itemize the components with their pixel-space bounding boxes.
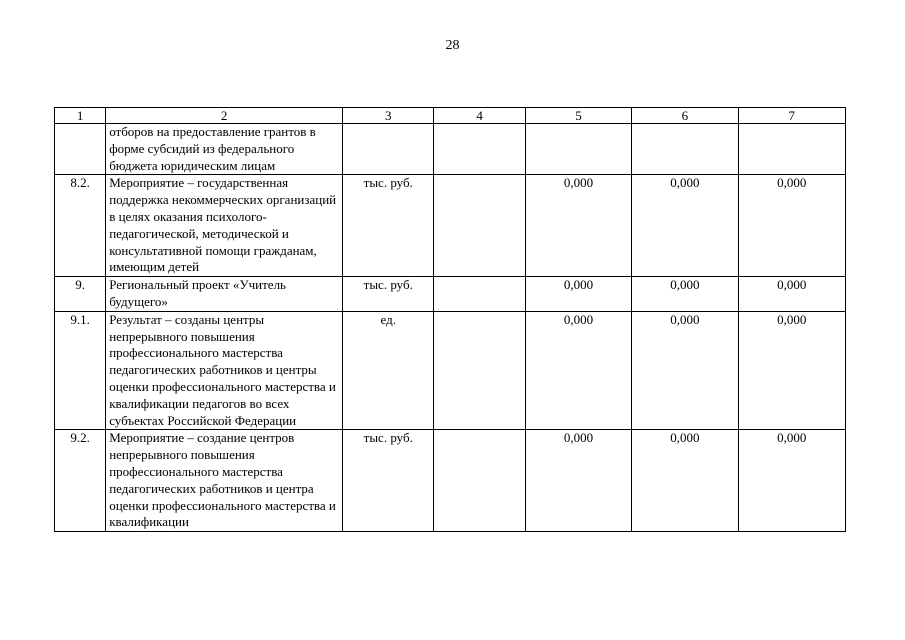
row-unit: ед. (343, 311, 434, 430)
row-value-col7: 0,000 (738, 175, 845, 277)
row-number: 9. (55, 277, 106, 312)
row-value-col5: 0,000 (525, 277, 631, 312)
row-value-col6: 0,000 (632, 311, 738, 430)
header-row (55, 108, 846, 124)
row-value-col5: 0,000 (525, 175, 631, 277)
row-unit: тыс. руб. (343, 277, 434, 312)
row-description: Мероприятие – создание центров непрерывного повышения профессионального мастерства педагогических работников и центра оценки профессионального мастерства и квалификации (106, 430, 343, 532)
row-value-col6: 0,000 (632, 430, 738, 532)
row-value-col5: 0,000 (525, 311, 631, 430)
row-value-col4 (434, 124, 525, 175)
row-value-col6: 0,000 (632, 175, 738, 277)
table-row (55, 311, 846, 430)
row-unit (343, 124, 434, 175)
page-number: 28 (445, 38, 460, 53)
row-number: 8.2. (55, 175, 106, 277)
row-number: 9.2. (55, 430, 106, 532)
row-description: Региональный проект «Учитель будущего» (106, 277, 343, 312)
row-value-col4 (434, 430, 525, 532)
row-value-col4 (434, 175, 525, 277)
column-header: 6 (632, 108, 738, 124)
row-number (55, 124, 106, 175)
row-description: Результат – созданы центры непрерывного повышения профессионального мастерства педагогических работников и центры оценки профессионального мастерства и квалификации педагогов во всех субъектах Российской Федерации (106, 311, 343, 430)
row-value-col6: 0,000 (632, 277, 738, 312)
row-value-col5 (525, 124, 631, 175)
row-value-col7: 0,000 (738, 430, 845, 532)
row-value-col4 (434, 311, 525, 430)
row-description: Мероприятие – государственная поддержка некоммерческих организаций в целях оказания психолого-педагогической, методической и консультативной помощи гражданам, имеющим детей (106, 175, 343, 277)
table-row (55, 430, 846, 532)
row-value-col6 (632, 124, 738, 175)
row-unit: тыс. руб. (343, 175, 434, 277)
row-number: 9.1. (55, 311, 106, 430)
table-row (55, 124, 846, 175)
row-value-col5: 0,000 (525, 430, 631, 532)
row-value-col7: 0,000 (738, 277, 845, 312)
column-header: 2 (106, 108, 343, 124)
column-header: 4 (434, 108, 525, 124)
column-header: 1 (55, 108, 106, 124)
table-row (55, 175, 846, 277)
column-header: 3 (343, 108, 434, 124)
row-value-col7: 0,000 (738, 311, 845, 430)
column-header: 5 (525, 108, 631, 124)
row-unit: тыс. руб. (343, 430, 434, 532)
row-value-col4 (434, 277, 525, 312)
table-row (55, 277, 846, 312)
column-header: 7 (738, 108, 845, 124)
data-table (54, 107, 846, 532)
row-description: отборов на предоставление грантов в форме субсидий из федерального бюджета юридическим лицам (106, 124, 343, 175)
row-value-col7 (738, 124, 845, 175)
